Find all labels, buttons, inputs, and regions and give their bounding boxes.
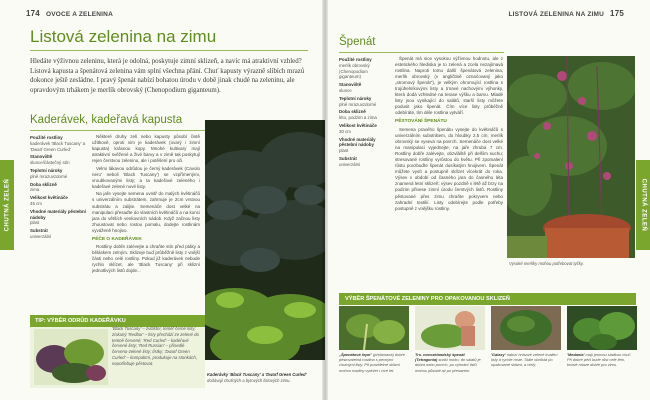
fact-key: Teplotní nároky bbox=[30, 167, 63, 173]
body-paragraph: Rostliny dobře zalévejte a chraňte stín před ptáky a běláskem zelným. Sklizeje buď průběžně listy z vnější části nebo celé rostliny. Pokud již kaderávek nebude rychlo sklízet, ale 'Black Tuscany' při sklizní jednotlivých listů dojde... bbox=[92, 244, 200, 274]
fact-key: Velikost květináče bbox=[339, 122, 377, 128]
fact-value: merlík obrovský (Chenopodium giganteum) bbox=[339, 62, 370, 80]
right-section-label: LISTOVÁ ZELENINA NA ZIMU bbox=[508, 11, 605, 18]
fact-key: Substrát bbox=[339, 155, 357, 161]
kale-body-text bbox=[92, 134, 200, 310]
fact-value: plně mrazuvzdorné bbox=[30, 173, 68, 179]
kale-photo-caption bbox=[207, 372, 319, 383]
tip-text: 'Black Tuscany' – zvláštní, téměř černé listy; získaný 'Redbor' – listy přechází ze zelené do temně červené; 'Red Curled' – kadeřavé červené listy; 'Red Russian' – přisedlé červeno-zelené listy; lístky; 'Dwarf Green Curled' – kompaktní, produkuje na stonkách, nepotřebuje pěstovat. bbox=[112, 326, 199, 366]
fact-key: Použité rostliny bbox=[339, 57, 372, 62]
spinach-body-text bbox=[395, 56, 503, 288]
fact-key: Velikost květináče bbox=[30, 195, 68, 201]
thumb-caption-text: (přelámaná) dobře pěstovatelná rostlina s pevnými chutnými listy. Při pravidelné sklizni mohou rostliny vydržet i více let. bbox=[339, 352, 405, 373]
fact-value: univerzální bbox=[339, 161, 361, 167]
spinach-subtitle: Špenát bbox=[339, 36, 376, 48]
body-paragraph: Některé druhy zelí nebo kapusty působí čistě užitkově, oproti nim je kaderávek (ovarý i zimní kapusta) krásnou kopy. Mnohé kultivary mají atraktivní svěžené a živé barvy a v zimě tak poskytují rejen čerstvou zeleninu, ale i potěšení pro oči. bbox=[92, 134, 200, 164]
kale-subtitle-rule bbox=[30, 130, 205, 131]
thumb-caption-text: nabízí hnisavě zelené kvalitní listy a rychle roste. Stále obrůstá po opakované sklizni, a vřelý. bbox=[491, 352, 558, 368]
kale-photo-image bbox=[205, 120, 325, 375]
fact-key: Stanoviště bbox=[339, 82, 362, 88]
fact-value: 45 cm bbox=[30, 200, 42, 206]
thumb-caption-text: mají jemnou sladkou chuť. Při dobré péči bude růst celé léto, tmavě mlaze dobře pro zimu. bbox=[567, 352, 632, 368]
fact-value: 30 cm bbox=[339, 128, 351, 134]
fact-value: slunce bbox=[339, 87, 352, 93]
left-running-head bbox=[22, 9, 113, 18]
fact-key: Doba sklizně bbox=[30, 181, 57, 187]
left-side-tab-label: CHUTNÁ ZELEŇ bbox=[4, 178, 11, 232]
spinach-facts bbox=[339, 57, 389, 170]
fact-value: zima bbox=[30, 187, 40, 193]
kale-caption-bold: Kaderávky 'Black Tuscany' a 'Dwarf Green Curled' bbox=[207, 372, 307, 377]
chard-caption bbox=[339, 352, 407, 373]
fact-value: léto, podzim a zima bbox=[339, 115, 377, 121]
right-page-number: 175 bbox=[610, 9, 624, 18]
thumb-caption-bold: 'Galaxy' bbox=[491, 352, 506, 357]
fact-key: Vhodné materiály pěstební nádoby bbox=[339, 136, 376, 148]
right-side-tab bbox=[636, 160, 650, 250]
medania-spinach-thumbnail bbox=[567, 306, 637, 350]
right-running-head bbox=[508, 9, 628, 18]
tip-kale-image bbox=[34, 329, 108, 385]
left-side-tab bbox=[0, 160, 14, 250]
medania-caption bbox=[567, 352, 635, 368]
new-zealand-spinach-thumbnail bbox=[415, 306, 485, 350]
kale-caption-text: dodávají chuťných a bytových listových zimu. bbox=[207, 377, 291, 383]
fact-value: univerzální bbox=[30, 233, 52, 239]
left-page-number: 174 bbox=[26, 9, 40, 18]
fact-key: Použité rostliny bbox=[30, 135, 63, 140]
body-paragraph: Na jaře vysejte semena uvnitř do malých květináčů s univerzálním substrátem, zahrnuje je 2cm vrstvou substrátu a zalijte. Semenáče dost velké na manipulaci přesaďte do vlastních květináčů a na konci jara do větších venkovních nádob. Když začnou listy zhoustovat nebo rostou pomalu, dodejte rostlinám vyváženě hnojivo. bbox=[92, 191, 200, 233]
thumb-caption-bold: Trs. novozélandský špenát (Tetragonia) bbox=[415, 352, 465, 363]
intro-paragraph: Hledáte výživnou zeleninu, která je odolná, poskytuje zimní sklizeň, a navíc má atraktivní vzhled? Listová kapusta a špenátová zelenina vám splní všechna přání. Chuť kapusty výrazně slíbích mrazů dokonce ještě zesládne. I pravý špenát nabízí bohatou úrodu v době jinak chudé na zeleninu, ale opravdovým trhákem je merlík obrovský (Chenopodium giganteum). bbox=[30, 58, 305, 94]
kale-facts bbox=[30, 135, 88, 242]
tip-box bbox=[30, 315, 205, 388]
chenopodium-photo-image bbox=[507, 56, 635, 258]
right-side-tab-label: CHUTNÁ ZELEŇ bbox=[640, 178, 647, 232]
chenopodium-photo bbox=[507, 56, 635, 258]
thumb-caption-text: snáší horko; do sálatů je dobrá nebo povrch, po vyhnání listů mohou působit až po přesazení. bbox=[415, 357, 481, 373]
fact-key: Teplotní nároky bbox=[339, 95, 372, 101]
fact-value: plast bbox=[30, 220, 40, 226]
fact-key: Substrát bbox=[30, 228, 48, 234]
chenopodium-caption: Vysoké merlíky mohou potřebovat tyčky. bbox=[509, 261, 584, 266]
tip-heading: TIP: VÝBĚR ODRŮD KADEŘÁVKU bbox=[30, 315, 205, 327]
fact-key: Stanoviště bbox=[30, 154, 53, 160]
body-paragraph: Semena pravého špenátu vysejte do květináčů s univerzálním substrátem, do hloubky 2,5 cm; merlík obrovský se vyseva na povrch. Semenáče dost velké na manipulaci vyjednejte, na jaře zhruba 7 cm. Rostliny dobře zalévejte, obzvláště při delším suchu; stresované rostliny vyrůstou do květu. Při zpomalení růstu povzbuďte špenát dusíkatým hnojivem. Špenát můžete vysít a postupně sklízet vícekrát do roka. Výsev v období od časného jara do časného léta znamená letní sklizeň; výsev pozdně v létě až brzy na podzim přinese zimní úrodu čerstvých listů. Rostliny pěstované přes zimu chraňte pokryvem nebo zahradní textilií. Listy odebírejte podle potřeby postupně z vnějšku rostliny. bbox=[395, 127, 503, 211]
left-section-label: OVOCE A ZELENINA bbox=[45, 11, 113, 18]
kale-care-heading: PÉČE O KADEŘÁVEK bbox=[92, 236, 142, 242]
chard-thumbnail bbox=[339, 306, 409, 350]
body-paragraph: Špenát má sice vysokou výživnou hodnotu, ale z estetického hlediska je to zelená a zcela nezajímavá rostlina. Naproti tomu další špenátová zelenina, merlík obrovský (v angličtině označovaný jako „stromový špenát"), je velkým ohromující rostlina s trojúhelníkovými listy a trnavé nachovými výhonky, která dodá vzhledné na terase výšku a barvu. Mladé listy jsou vynikající do salátů, starší listy můžete podusit jako špenát. Čím více listy průběžně odebíráte, tím déle rostlina vytváří. bbox=[395, 56, 503, 116]
kale-subtitle: Kaderávek, kadeřavá kapusta bbox=[30, 114, 183, 126]
title-rule bbox=[30, 50, 308, 51]
kale-photo bbox=[205, 120, 325, 375]
spinach-selection-band: VÝBĚR ŠPENÁTOVÉ ZELENINY PRO OPAKOVANOU SKLIZEŇ bbox=[339, 293, 636, 305]
thumb-caption-bold: „Špenátová řepa" bbox=[339, 352, 372, 357]
fact-value: kaderávek 'Black Tuscany' a 'Dwarf Green Curled' bbox=[30, 140, 86, 152]
right-page bbox=[325, 0, 650, 400]
spinach-subtitle-rule bbox=[339, 52, 504, 53]
fact-key: Doba sklizně bbox=[339, 109, 366, 115]
fact-key: Vhodné materiály pěstební nádoby bbox=[30, 208, 86, 220]
fact-value: slunce/částečný stín bbox=[30, 160, 70, 166]
body-paragraph: Velmi lákavou odrůdou je černý kaderávek (Cavolo nero' neboli 'Black Tuscany') se vzpřímenými, vroubkovanými listy; a ta kadeřavé zeleného i kadeřavé zelené nové listy. bbox=[92, 165, 200, 189]
galaxy-spinach-thumbnail bbox=[491, 306, 561, 350]
spinach-care-heading: PĚSTOVÁNÍ ŠPENÁTU bbox=[395, 119, 447, 125]
page-title: Listová zelenina na zimu bbox=[30, 27, 217, 46]
new-zealand-spinach-caption bbox=[415, 352, 483, 373]
fact-value: plně mrazuvzdorné bbox=[339, 101, 377, 107]
galaxy-caption bbox=[491, 352, 559, 368]
fact-value: plast bbox=[339, 148, 349, 154]
thumb-caption-bold: 'Medania' bbox=[567, 352, 585, 357]
